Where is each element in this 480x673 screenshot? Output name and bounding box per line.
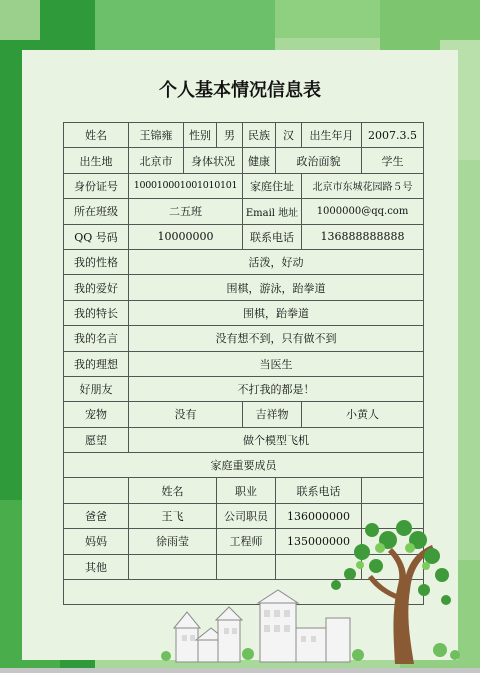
table-row bbox=[64, 275, 424, 300]
family-col-name: 姓名 bbox=[129, 478, 217, 503]
blank-row bbox=[64, 580, 424, 605]
table-row bbox=[64, 123, 424, 148]
address-label: 家庭住址 bbox=[243, 173, 302, 198]
about-label: 我的理想 bbox=[64, 351, 129, 376]
health-label: 身体状况 bbox=[184, 148, 243, 173]
table-row bbox=[64, 402, 424, 427]
table-row bbox=[64, 224, 424, 249]
family-member-name: 王飞 bbox=[129, 503, 217, 528]
family-header-extra bbox=[362, 478, 424, 503]
ethnic-label: 民族 bbox=[243, 123, 276, 148]
phone-label: 联系电话 bbox=[243, 224, 302, 249]
about-value: 当医生 bbox=[129, 351, 424, 376]
family-extra bbox=[362, 529, 424, 554]
table-row bbox=[64, 580, 424, 605]
table-row bbox=[64, 249, 424, 274]
ethnic-value: 汉 bbox=[276, 123, 302, 148]
id-label: 身份证号 bbox=[64, 173, 129, 198]
gender-label: 性别 bbox=[184, 123, 217, 148]
family-header-blank bbox=[64, 478, 129, 503]
mascot-label: 吉祥物 bbox=[243, 402, 302, 427]
qq-label: QQ 号码 bbox=[64, 224, 129, 249]
table-row bbox=[64, 453, 424, 478]
birthplace-label: 出生地 bbox=[64, 148, 129, 173]
health-value: 健康 bbox=[243, 148, 276, 173]
email-label: Email 地址 bbox=[243, 199, 302, 224]
table-row bbox=[64, 503, 424, 528]
family-col-job: 职业 bbox=[217, 478, 276, 503]
wish-value: 做个模型飞机 bbox=[129, 427, 424, 452]
name-value: 王锦雍 bbox=[129, 123, 184, 148]
about-value: 不打我的都是！ bbox=[129, 376, 424, 401]
family-relation: 其他 bbox=[64, 554, 129, 579]
table-row bbox=[64, 376, 424, 401]
family-member-phone: 135000000 bbox=[276, 529, 362, 554]
family-member-job: 公司职员 bbox=[217, 503, 276, 528]
family-heading: 家庭重要成员 bbox=[64, 453, 424, 478]
wish-label: 愿望 bbox=[64, 427, 129, 452]
id-value: 100010001001010101 bbox=[129, 173, 243, 198]
table-row bbox=[64, 351, 424, 376]
about-label: 我的爱好 bbox=[64, 275, 129, 300]
qq-value: 10000000 bbox=[129, 224, 243, 249]
class-value: 二五班 bbox=[129, 199, 243, 224]
family-extra bbox=[362, 554, 424, 579]
family-extra bbox=[362, 503, 424, 528]
about-value: 活泼，好动 bbox=[129, 249, 424, 274]
table-row bbox=[64, 554, 424, 579]
phone-value: 136888888888 bbox=[302, 224, 424, 249]
family-member-name: 徐雨莹 bbox=[129, 529, 217, 554]
family-member-job: 工程师 bbox=[217, 529, 276, 554]
about-label: 好朋友 bbox=[64, 376, 129, 401]
about-value: 没有想不到，只有做不到 bbox=[129, 326, 424, 351]
table-row bbox=[64, 173, 424, 198]
table-row bbox=[64, 478, 424, 503]
birth-value: 2007.3.5 bbox=[362, 123, 424, 148]
about-value: 围棋，跆拳道 bbox=[129, 300, 424, 325]
pet-label: 宠物 bbox=[64, 402, 129, 427]
table-row bbox=[64, 529, 424, 554]
class-label: 所在班级 bbox=[64, 199, 129, 224]
email-value: 1000000@qq.com bbox=[302, 199, 424, 224]
address-value: 北京市东城花园路５号 bbox=[302, 173, 424, 198]
about-label: 我的名言 bbox=[64, 326, 129, 351]
info-table bbox=[63, 122, 424, 605]
page-title: 个人基本情况信息表 bbox=[159, 80, 321, 101]
political-label: 政治面貌 bbox=[276, 148, 362, 173]
table-row bbox=[64, 148, 424, 173]
birthplace-value: 北京市 bbox=[129, 148, 184, 173]
family-member-job bbox=[217, 554, 276, 579]
about-label: 我的性格 bbox=[64, 249, 129, 274]
table-row bbox=[64, 326, 424, 351]
table-row bbox=[64, 427, 424, 452]
table-row bbox=[64, 199, 424, 224]
political-value: 学生 bbox=[362, 148, 424, 173]
table-row bbox=[64, 300, 424, 325]
about-value: 围棋，游泳，跆拳道 bbox=[129, 275, 424, 300]
family-member-name bbox=[129, 554, 217, 579]
name-label: 姓名 bbox=[64, 123, 129, 148]
about-label: 我的特长 bbox=[64, 300, 129, 325]
family-relation: 妈妈 bbox=[64, 529, 129, 554]
family-col-phone: 联系电话 bbox=[276, 478, 362, 503]
family-relation: 爸爸 bbox=[64, 503, 129, 528]
family-member-phone: 136000000 bbox=[276, 503, 362, 528]
family-member-phone bbox=[276, 554, 362, 579]
gender-value: 男 bbox=[217, 123, 243, 148]
birth-label: 出生年月 bbox=[302, 123, 362, 148]
mascot-value: 小黄人 bbox=[302, 402, 424, 427]
pet-value: 没有 bbox=[129, 402, 243, 427]
